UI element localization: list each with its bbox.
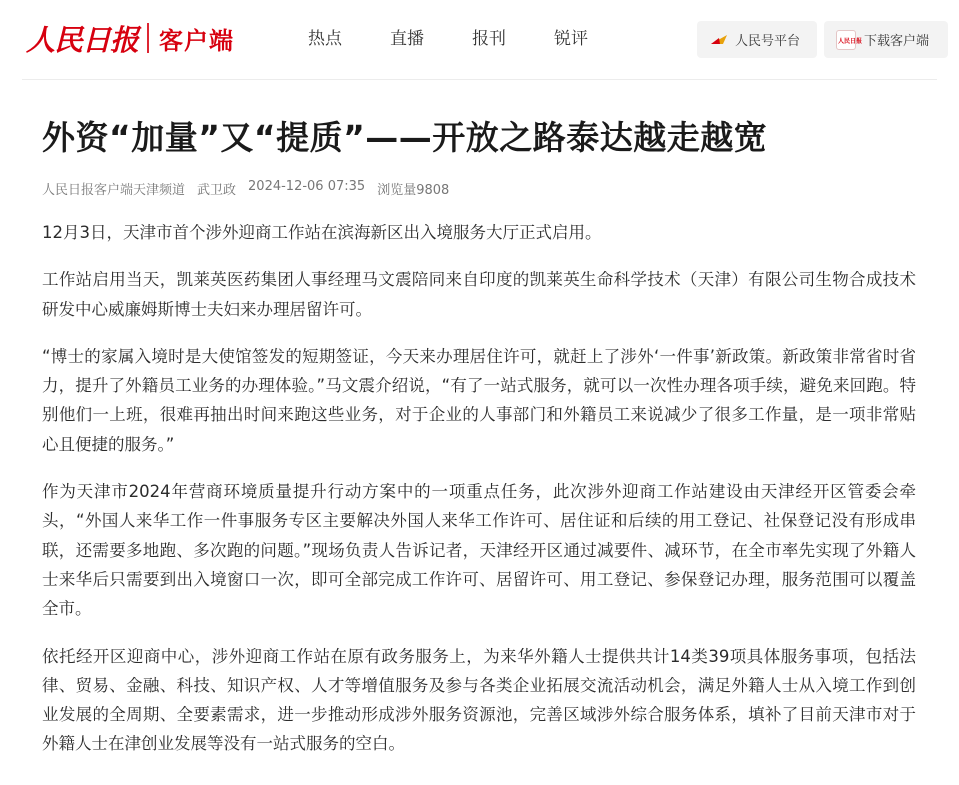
app-logo-icon	[836, 30, 863, 50]
article-paragraph: “博士的家属入境时是大使馆签发的短期签证，今天来办理居住许可，就赶上了涉外‘一件事’新政策。新政策非常省时省力，提升了外籍员工业务的办理体验。”马文震介绍说，“有了一站式服务，就可以一次性办理各项手续，避免来回跑。特别他们一上班，很难再抽出时间来跑这些业务，对于企业的人事部门和外籍员工来说减少了很多工作量，是一项非常贴心且便捷的服务。”	[42, 346, 916, 454]
logo-wordmark: 人民日报	[26, 22, 139, 57]
article-paragraph: 作为天津市2024年营商环境质量提升行动方案中的一项重点任务，此次涉外迎商工作站建设由天津经开区管委会牵头，“外国人来华工作一件事服务专区主要解决外国人来华工作许可、居住证和后续的用工登记、社保登记没有形成串联，还需要多地跑、多次跑的问题。”现场负责人告诉记者，天津经开区通过减要件、减环节，在全市率先实现了外籍人士来华后只需要到出入境窗口一次，即可全部完成工作许可、居留许可、用工登记、参保登记办理，服务范围可以覆盖全市。	[42, 482, 916, 619]
site-logo[interactable]	[26, 18, 234, 58]
download-app-button[interactable]	[824, 21, 948, 58]
download-app-label: 下载客户端	[864, 34, 930, 49]
nav-item-hot[interactable]: 热点	[308, 29, 342, 49]
flag-icon	[709, 32, 729, 48]
header-divider	[22, 79, 937, 80]
article-source[interactable]: 人民日报客户端天津频道	[42, 183, 186, 198]
nav-item-live[interactable]: 直播	[390, 29, 424, 49]
main-nav	[308, 26, 636, 52]
nav-item-commentary[interactable]: 锐评	[554, 29, 588, 49]
article-meta	[42, 179, 461, 198]
article-author: 武卫政	[197, 183, 237, 198]
article-paragraph: 工作站启用当天，凯莱英医药集团人事经理马文震陪同来自印度的凯莱英生命科学技术（天津）有限公司生物合成技术研发中心威廉姆斯博士夫妇来办理居留许可。	[42, 270, 916, 319]
svg-text:人民日报: 人民日报	[838, 37, 863, 45]
article-body	[42, 218, 916, 777]
nav-item-newspaper[interactable]: 报刊	[472, 29, 506, 49]
article-views: 浏览量9808	[377, 183, 450, 198]
article-datetime: 2024-12-06 07:35	[248, 179, 366, 194]
renminhao-platform-button[interactable]	[697, 21, 817, 58]
site-header	[0, 0, 959, 80]
renminhao-platform-label: 人民号平台	[735, 34, 801, 49]
article-paragraph: 依托经开区迎商中心，涉外迎商工作站在原有政务服务上，为来华外籍人士提供共计14类39项具体服务事项，包括法律、贸易、金融、科技、知识产权、人才等增值服务及参与各类企业拓展交流活动机会，满足外籍人士从入境工作到创业发展的全周期、全要素需求，进一步推动形成涉外服务资源池，完善区域涉外综合服务体系，填补了目前天津市对于外籍人士在津创业发展等没有一站式服务的空白。	[42, 646, 916, 754]
article-paragraph: 12月3日，天津市首个涉外迎商工作站在滨海新区出入境服务大厅正式启用。	[42, 223, 602, 242]
article-title: 外资“加量”又“提质”——开放之路泰达越走越宽	[42, 118, 768, 157]
logo-divider	[147, 23, 149, 53]
logo-subtitle: 客户端	[159, 26, 235, 55]
